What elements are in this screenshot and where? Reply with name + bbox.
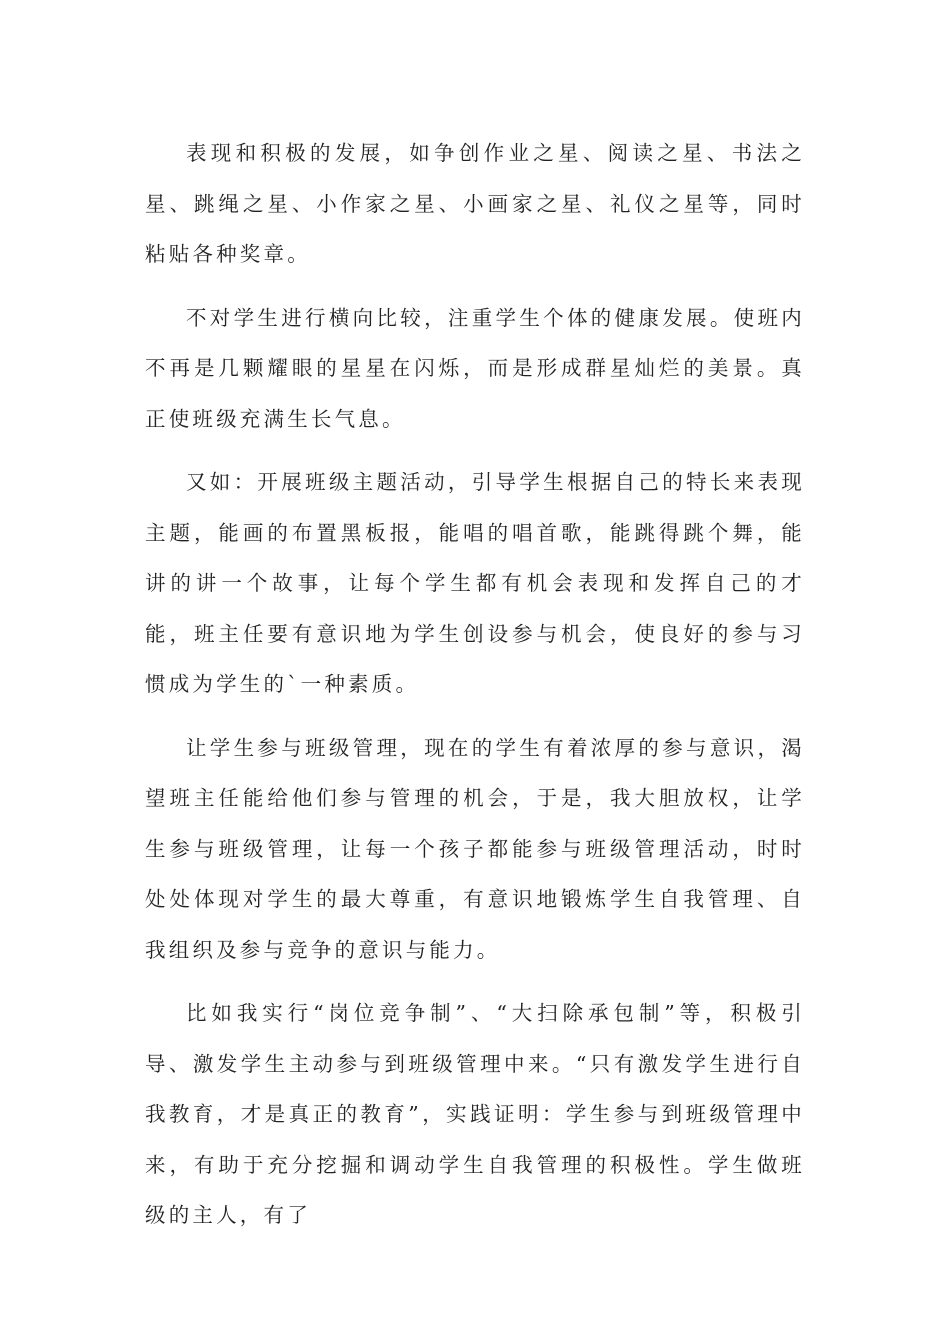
paragraph: 又如：开展班级主题活动，引导学生根据自己的特长来表现主题，能画的布置黑板报，能唱的唱首歌，能跳得跳个舞，能讲的讲一个故事，让每个学生都有机会表现和发挥自己的才能，班主任要有意识地为学生创设参与机会，使良好的参与习惯成为学生的`一种素质。 bbox=[145, 470, 805, 696]
paragraph: 比如我实行“岗位竞争制”、“大扫除承包制”等，积极引导、激发学生主动参与到班级管理中来。“只有激发学生进行自我教育，才是真正的教育”，实践证明：学生参与到班级管理中来，有助于充分挖掘和调动学生自我管理的积极性。学生做班级的主人，有了 bbox=[145, 1001, 805, 1227]
paragraph: 让学生参与班级管理，现在的学生有着浓厚的参与意识，渴望班主任能给他们参与管理的机会，于是，我大胆放权，让学生参与班级管理，让每一个孩子都能参与班级管理活动，时时处处体现对学生的最大尊重，有意识地锻炼学生自我管理、自我组织及参与竞争的意识与能力。 bbox=[145, 735, 805, 962]
document-body bbox=[145, 128, 805, 1254]
paragraph: 不对学生进行横向比较，注重学生个体的健康发展。使班内不再是几颗耀眼的星星在闪烁，而是形成群星灿烂的美景。真正使班级充满生长气息。 bbox=[145, 305, 805, 431]
paragraph: 表现和积极的发展，如争创作业之星、阅读之星、书法之星、跳绳之星、小作家之星、小画家之星、礼仪之星等，同时粘贴各种奖章。 bbox=[145, 141, 805, 266]
